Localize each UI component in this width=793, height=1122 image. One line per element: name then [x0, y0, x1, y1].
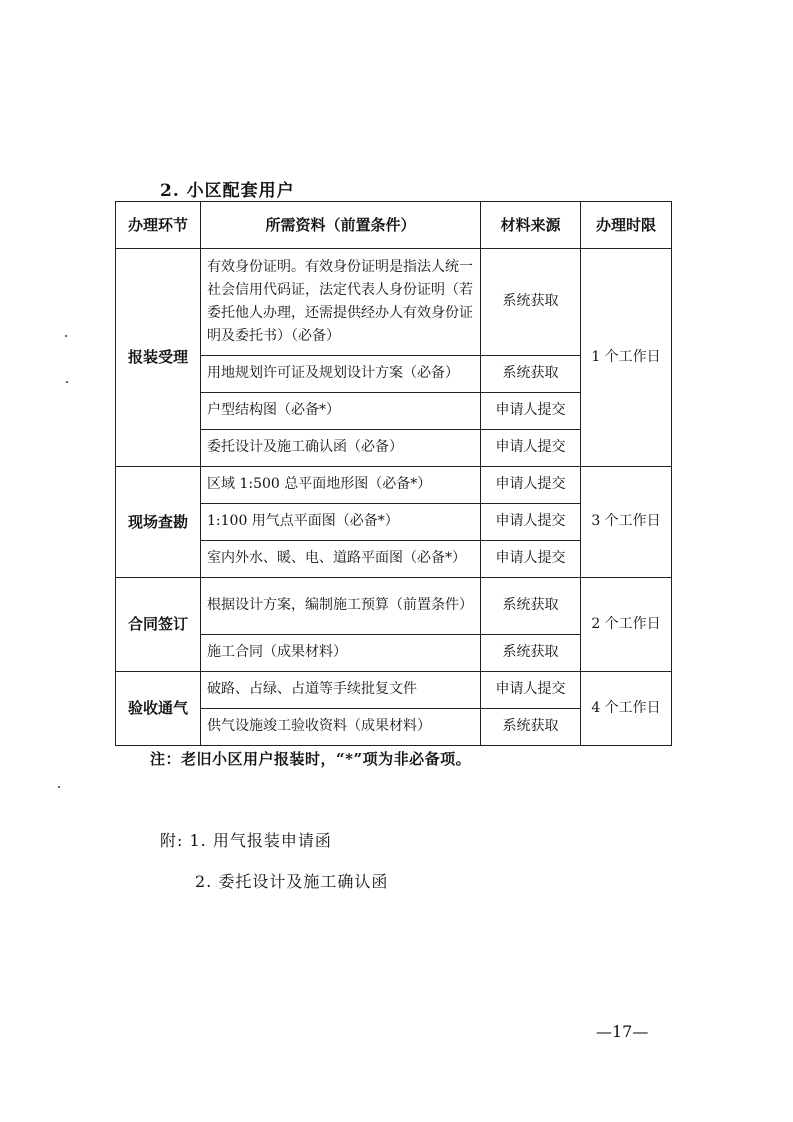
limit-cell: 2 个工作日 — [581, 578, 672, 672]
material-cell: 1:100 用气点平面图（必备*） — [201, 504, 481, 541]
header-stage: 办理环节 — [116, 202, 201, 249]
source-cell: 申请人提交 — [481, 541, 581, 578]
requirements-table — [115, 201, 672, 746]
limit-cell: 3 个工作日 — [581, 467, 672, 578]
source-cell: 系统获取 — [481, 356, 581, 393]
material-cell: 有效身份证明。有效身份证明是指法人统一社会信用代码证，法定代表人身份证明（若委托他人办理，还需提供经办人有效身份证明及委托书）（必备） — [201, 249, 481, 356]
material-cell: 委托设计及施工确认函（必备） — [201, 430, 481, 467]
scan-speck — [65, 335, 67, 337]
material-cell: 用地规划许可证及规划设计方案（必备） — [201, 356, 481, 393]
material-cell: 区域 1:500 总平面地形图（必备*） — [201, 467, 481, 504]
page-number: —17— — [596, 1022, 649, 1041]
material-cell: 供气设施竣工验收资料（成果材料） — [201, 709, 481, 746]
scan-speck — [58, 786, 60, 788]
limit-cell: 4 个工作日 — [581, 672, 672, 746]
material-cell: 户型结构图（必备*） — [201, 393, 481, 430]
material-cell: 破路、占绿、占道等手续批复文件 — [201, 672, 481, 709]
source-cell: 申请人提交 — [481, 467, 581, 504]
material-cell: 根据设计方案，编制施工预算（前置条件） — [201, 578, 481, 635]
table-row — [116, 578, 672, 635]
table-note: 注：老旧小区用户报装时，“*”项为非必备项。 — [150, 750, 472, 768]
source-cell: 申请人提交 — [481, 672, 581, 709]
stage-cell: 合同签订 — [116, 578, 201, 672]
source-cell: 申请人提交 — [481, 393, 581, 430]
attachment-item-2: 2. 委托设计及施工确认函 — [195, 872, 389, 891]
stage-cell: 现场查勘 — [116, 467, 201, 578]
source-cell: 申请人提交 — [481, 504, 581, 541]
source-cell: 系统获取 — [481, 249, 581, 356]
source-cell: 申请人提交 — [481, 430, 581, 467]
table-header-row — [116, 202, 672, 249]
scan-speck — [66, 381, 68, 383]
header-source: 材料来源 — [481, 202, 581, 249]
section-title: 2. 小区配套用户 — [160, 181, 295, 201]
table-row — [116, 467, 672, 504]
source-cell: 系统获取 — [481, 635, 581, 672]
header-materials: 所需资料（前置条件） — [201, 202, 481, 249]
attachment-item-1: 附: 1. 用气报装申请函 — [160, 831, 332, 850]
material-cell: 室内外水、暖、电、道路平面图（必备*） — [201, 541, 481, 578]
source-cell: 系统获取 — [481, 709, 581, 746]
source-cell: 系统获取 — [481, 578, 581, 635]
table-row — [116, 249, 672, 356]
table-row — [116, 672, 672, 709]
stage-cell: 报装受理 — [116, 249, 201, 467]
stage-cell: 验收通气 — [116, 672, 201, 746]
header-limit: 办理时限 — [581, 202, 672, 249]
limit-cell: 1 个工作日 — [581, 249, 672, 467]
material-cell: 施工合同（成果材料） — [201, 635, 481, 672]
